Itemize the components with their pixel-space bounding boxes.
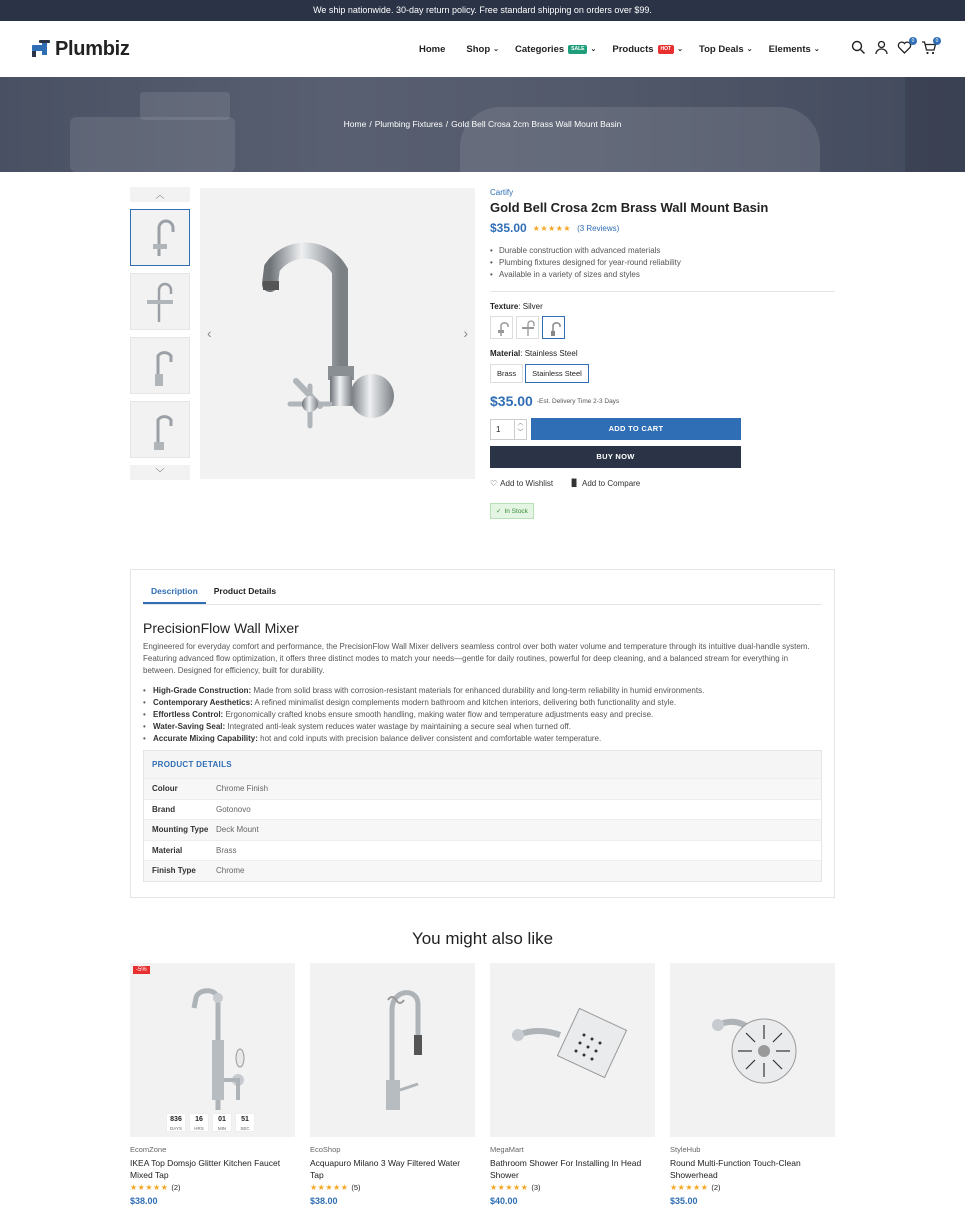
product-card[interactable] — [490, 963, 655, 1206]
breadcrumb-home[interactable]: Home — [343, 119, 367, 129]
material-option-stainless[interactable]: Stainless Steel — [525, 364, 589, 383]
thumbnail[interactable] — [130, 209, 190, 266]
material-options — [490, 363, 835, 383]
texture-swatch-selected[interactable] — [542, 316, 565, 339]
nav-products-label: Products — [612, 43, 654, 55]
product-store: EcomZone — [130, 1145, 167, 1154]
nav-top-deals[interactable] — [699, 42, 753, 56]
table-row: Colour Chrome Finish — [144, 778, 821, 799]
texture-swatch[interactable] — [490, 316, 513, 339]
review-count: (3) — [531, 1183, 541, 1192]
feature-list — [143, 685, 822, 745]
product-card-image[interactable] — [310, 963, 475, 1137]
product-brand[interactable]: Cartify — [490, 188, 514, 197]
product-price: $40.00 — [490, 1196, 518, 1206]
table-row: Finish Type Chrome — [144, 860, 821, 881]
deal-countdown: 836 DAYS 16 HRS 01 MIN 51 SEC — [166, 1113, 255, 1132]
texture-options — [490, 316, 835, 339]
announcement-text: We ship nationwide. 30-day return policy. Free standard shipping on orders over $99. — [313, 5, 652, 15]
bullet: • Available in a variety of sizes and styles — [490, 269, 835, 281]
main-nav — [419, 42, 820, 56]
product-name[interactable]: Acquapuro Milano 3 Way Filtered Water Tap — [310, 1158, 461, 1180]
nav-home[interactable] — [419, 42, 445, 56]
chevron-up-icon: ︿ — [155, 190, 165, 200]
logo-text: Plumbiz — [55, 37, 130, 60]
tab-product-details[interactable]: Product Details — [213, 586, 277, 596]
breadcrumb-category[interactable]: Plumbing Fixtures — [374, 119, 443, 129]
thumbnail[interactable] — [130, 401, 190, 458]
nav-top-deals-label: Top Deals — [698, 43, 744, 55]
nav-elements-label: Elements — [768, 43, 811, 55]
faucet-logo-icon — [30, 39, 52, 59]
rating-stars: ★★★★★ — [130, 1183, 169, 1192]
review-count: (2) — [711, 1183, 721, 1192]
chevron-down-icon: ⌄ — [677, 46, 683, 53]
product-price: $35.00 — [670, 1196, 698, 1206]
texture-swatch[interactable] — [516, 316, 539, 339]
material-option-brass[interactable]: Brass — [490, 364, 523, 383]
material-label: Material: Stainless Steel — [490, 349, 578, 358]
texture-label: Texture: Silver — [490, 302, 543, 311]
quantity-stepper[interactable] — [490, 419, 527, 440]
product-store: EcoShop — [310, 1145, 341, 1154]
feature-item: • High-Grade Construction: Made from solid brass with corrosion-resistant materials for enhanced durability and long-term reliability in humid environments. — [143, 685, 822, 697]
chevron-down-icon: ⌄ — [746, 46, 753, 53]
description-title: PrecisionFlow Wall Mixer — [143, 620, 299, 636]
stepper-arrows[interactable]: ︿ ﹀ — [514, 420, 526, 439]
sale-badge: -5% — [133, 966, 150, 974]
rating-stars: ★★★★★ — [532, 223, 572, 233]
review-count: (5) — [351, 1183, 361, 1192]
feature-item: • Effortless Control: Ergonomically crafted knobs ensure smooth handling, making water flow and temperature adjustments easy and precise. — [143, 709, 822, 721]
details-table — [143, 750, 822, 882]
compare-icon: ▐▌ — [569, 480, 579, 487]
bullet: • Durable construction with advanced materials — [490, 245, 835, 257]
chevron-down-icon: ⌄ — [493, 46, 500, 53]
thumbnail[interactable] — [130, 337, 190, 394]
product-info — [490, 188, 835, 519]
product-price: $35.00 — [490, 221, 527, 235]
feature-item: • Accurate Mixing Capability: hot and cold inputs with precision balance deliver consistent and comfortable water temperature. — [143, 733, 822, 745]
table-row: Material Brass — [144, 840, 821, 861]
rating-stars: ★★★★★ — [310, 1183, 349, 1192]
announcement-bar — [0, 0, 965, 21]
breadcrumb: Home / Plumbing Fixtures / Gold Bell Crosa 2cm Brass Wall Mount Basin — [343, 119, 622, 129]
nav-categories[interactable] — [515, 42, 596, 56]
product-store: MegaMart — [490, 1145, 524, 1154]
product-card-image[interactable] — [130, 963, 295, 1137]
product-price: $38.00 — [130, 1196, 158, 1206]
bullet: • Plumbing fixtures designed for year-round reliability — [490, 257, 835, 269]
related-title: You might also like — [411, 929, 554, 948]
add-to-wishlist-link[interactable]: ♡ Add to Wishlist — [490, 479, 554, 488]
nav-products[interactable] — [612, 42, 683, 56]
final-price: $35.00 — [490, 393, 533, 409]
nav-elements[interactable] — [769, 42, 820, 56]
cart-count: 0 — [933, 37, 941, 45]
sale-badge: SALE — [568, 45, 587, 54]
thumbnail-gallery — [130, 187, 190, 480]
product-name[interactable]: Round Multi-Function Touch-Clean Showerhead — [670, 1158, 801, 1180]
thumb-up-button[interactable] — [130, 187, 190, 202]
feature-item: • Contemporary Aesthetics: A refined minimalist design complements modern bathroom and kitchen interiors, delivering both functionality and style. — [143, 697, 822, 709]
logo[interactable] — [30, 37, 130, 61]
tab-description[interactable]: Description — [143, 580, 206, 604]
chevron-down-icon: ⌄ — [813, 46, 820, 53]
faucet-image — [260, 226, 420, 436]
product-name[interactable]: IKEA Top Domsjo Glitter Kitchen Faucet Mixed Tap — [130, 1158, 281, 1180]
rating-stars: ★★★★★ — [490, 1183, 529, 1192]
search-icon[interactable] — [851, 40, 867, 56]
main-product-image — [200, 188, 475, 479]
wishlist-count: 0 — [909, 37, 917, 45]
wishlist-icon[interactable] — [897, 40, 913, 56]
reviews-link[interactable]: (3 Reviews) — [577, 223, 620, 233]
table-row: Brand Gotonovo — [144, 799, 821, 820]
product-card-image[interactable] — [490, 963, 655, 1137]
chevron-down-icon: ﹀ — [155, 468, 165, 478]
account-icon[interactable] — [874, 40, 890, 56]
product-price: $38.00 — [310, 1196, 338, 1206]
prev-image-arrow[interactable]: ‹ — [207, 325, 212, 341]
add-to-cart-button[interactable]: ADD TO CART — [531, 418, 741, 440]
tab-bar — [143, 580, 822, 605]
nav-shop-label: Shop — [466, 43, 491, 55]
feature-bullets — [490, 245, 835, 281]
breadcrumb-current: Gold Bell Crosa 2cm Brass Wall Mount Basin — [451, 119, 622, 129]
quantity-value: 1 — [496, 424, 501, 434]
thumb-down-button[interactable] — [130, 465, 190, 480]
rating-stars: ★★★★★ — [670, 1183, 709, 1192]
details-table-heading: PRODUCT DETAILS — [144, 751, 821, 778]
buy-now-button[interactable]: BUY NOW — [490, 446, 741, 468]
nav-categories-label: Categories — [515, 43, 565, 55]
feature-item: • Water-Saving Seal: Integrated anti-leak system reduces water wastage by maintaining a secure seal when turned off. — [143, 721, 822, 733]
nav-home-label: Home — [419, 43, 446, 55]
product-card[interactable] — [130, 963, 295, 1206]
next-image-arrow[interactable]: › — [463, 325, 468, 341]
description-paragraph: Engineered for everyday comfort and performance, the PrecisionFlow Wall Mixer delivers seamless control over both water volume and temperature through its intuitive dual-handle system. Featuring advanced flow optimization, it offers three distinct modes to match your needs—gentle for daily routines, powerful for deep cleaning, and a balanced stream for everything in between. Designed for efficiency, built for durability. — [143, 642, 810, 675]
product-card[interactable] — [670, 963, 835, 1206]
hot-badge: HOT — [658, 45, 675, 54]
product-store: StyleHub — [670, 1145, 701, 1154]
heart-icon: ♡ — [490, 479, 498, 488]
product-name[interactable]: Bathroom Shower For Installing In Head Shower — [490, 1158, 642, 1180]
chevron-down-icon: ⌄ — [590, 46, 597, 53]
nav-shop[interactable] — [466, 42, 499, 56]
stock-badge: ✓ In Stock — [490, 503, 534, 519]
thumbnail[interactable] — [130, 273, 190, 330]
product-card-image[interactable] — [670, 963, 835, 1137]
cart-icon[interactable] — [921, 40, 937, 56]
review-count: (2) — [171, 1183, 181, 1192]
product-card[interactable] — [310, 963, 475, 1206]
add-to-compare-link[interactable]: ▐▌ Add to Compare — [569, 479, 641, 488]
product-tabs — [130, 569, 835, 898]
table-row: Mounting Type Deck Mount — [144, 819, 821, 840]
check-icon: ✓ — [496, 508, 502, 515]
product-title: Gold Bell Crosa 2cm Brass Wall Mount Basin — [490, 200, 769, 215]
delivery-estimate: -Est. Delivery Time 2-3 Days — [536, 397, 620, 405]
